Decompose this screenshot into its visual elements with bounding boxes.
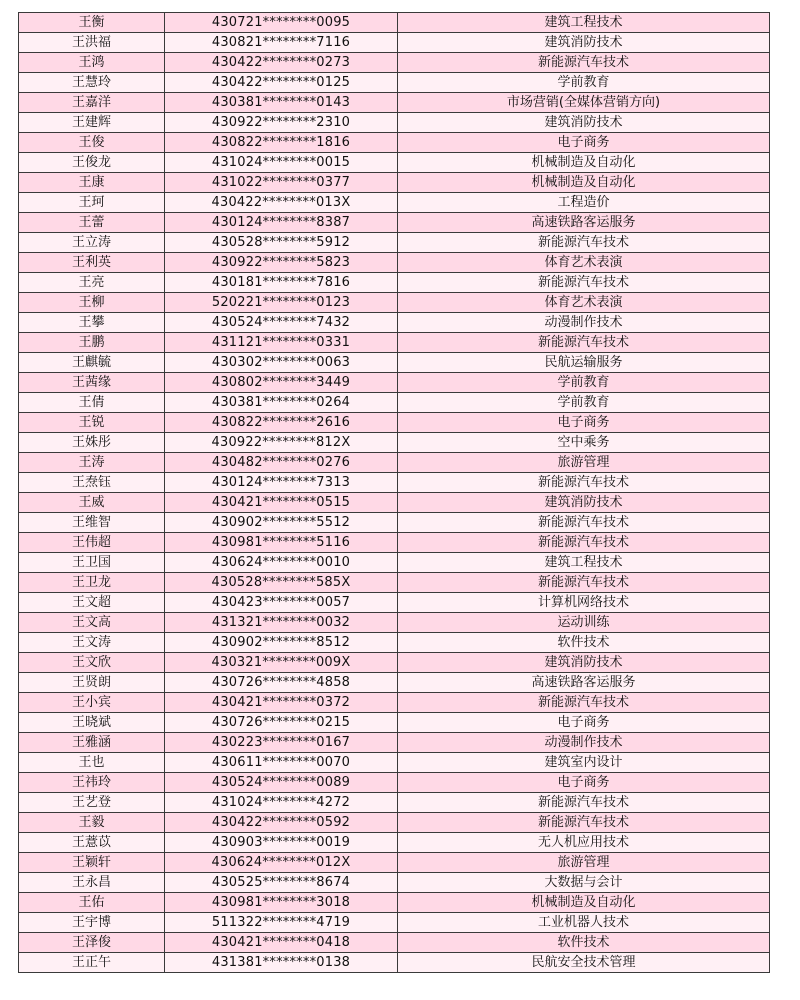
student-name-cell: 王威 xyxy=(19,493,165,513)
table-row xyxy=(19,573,770,593)
student-id-cell: 430611********0070 xyxy=(165,753,398,773)
student-major-cell: 工业机器人技术 xyxy=(398,913,770,933)
table-row xyxy=(19,653,770,673)
student-id-cell: 511322********4719 xyxy=(165,913,398,933)
table-row xyxy=(19,93,770,113)
student-name-cell: 王鹏 xyxy=(19,333,165,353)
student-id-cell: 430421********0418 xyxy=(165,933,398,953)
student-major-cell: 软件技术 xyxy=(398,933,770,953)
student-name-cell: 王嘉洋 xyxy=(19,93,165,113)
student-major-cell: 新能源汽车技术 xyxy=(398,573,770,593)
table-row xyxy=(19,333,770,353)
student-id-cell: 430525********8674 xyxy=(165,873,398,893)
table-row xyxy=(19,273,770,293)
student-major-cell: 动漫制作技术 xyxy=(398,313,770,333)
student-id-cell: 430726********0215 xyxy=(165,713,398,733)
student-id-cell: 430726********4858 xyxy=(165,673,398,693)
student-major-cell: 市场营销(全媒体营销方向) xyxy=(398,93,770,113)
student-id-cell: 430124********8387 xyxy=(165,213,398,233)
student-major-cell: 机械制造及自动化 xyxy=(398,173,770,193)
table-row xyxy=(19,593,770,613)
student-id-cell: 430981********5116 xyxy=(165,533,398,553)
student-major-cell: 学前教育 xyxy=(398,73,770,93)
student-name-cell: 王泽俊 xyxy=(19,933,165,953)
student-id-cell: 430624********012X xyxy=(165,853,398,873)
table-row xyxy=(19,253,770,273)
student-name-cell: 王蕾 xyxy=(19,213,165,233)
student-name-cell: 王涛 xyxy=(19,453,165,473)
student-name-cell: 王佑 xyxy=(19,893,165,913)
student-name-cell: 王利英 xyxy=(19,253,165,273)
student-name-cell: 王小宾 xyxy=(19,693,165,713)
student-major-cell: 学前教育 xyxy=(398,393,770,413)
student-name-cell: 王攀 xyxy=(19,313,165,333)
table-row xyxy=(19,133,770,153)
student-id-cell: 430524********7432 xyxy=(165,313,398,333)
table-row xyxy=(19,633,770,653)
student-id-cell: 430381********0143 xyxy=(165,93,398,113)
student-id-cell: 430181********7816 xyxy=(165,273,398,293)
student-roster-sheet xyxy=(18,12,769,973)
student-major-cell: 新能源汽车技术 xyxy=(398,333,770,353)
student-major-cell: 新能源汽车技术 xyxy=(398,273,770,293)
student-id-cell: 431381********0138 xyxy=(165,953,398,973)
student-major-cell: 新能源汽车技术 xyxy=(398,533,770,553)
student-id-cell: 430421********0372 xyxy=(165,693,398,713)
student-name-cell: 王慧玲 xyxy=(19,73,165,93)
student-id-cell: 431024********4272 xyxy=(165,793,398,813)
student-id-cell: 430422********0125 xyxy=(165,73,398,93)
table-row xyxy=(19,113,770,133)
student-name-cell: 王俊龙 xyxy=(19,153,165,173)
table-row xyxy=(19,733,770,753)
table-row xyxy=(19,453,770,473)
student-name-cell: 王倩 xyxy=(19,393,165,413)
student-id-cell: 430302********0063 xyxy=(165,353,398,373)
table-row xyxy=(19,13,770,33)
student-major-cell: 高速铁路客运服务 xyxy=(398,673,770,693)
student-major-cell: 新能源汽车技术 xyxy=(398,473,770,493)
student-major-cell: 新能源汽车技术 xyxy=(398,693,770,713)
student-id-cell: 430321********009X xyxy=(165,653,398,673)
table-row xyxy=(19,873,770,893)
student-name-cell: 王薏苡 xyxy=(19,833,165,853)
student-name-cell: 王晓斌 xyxy=(19,713,165,733)
student-id-cell: 430902********8512 xyxy=(165,633,398,653)
student-name-cell: 王康 xyxy=(19,173,165,193)
table-row xyxy=(19,513,770,533)
table-row xyxy=(19,413,770,433)
student-name-cell: 王永昌 xyxy=(19,873,165,893)
roster-body xyxy=(19,13,770,973)
student-name-cell: 王雅涵 xyxy=(19,733,165,753)
table-row xyxy=(19,773,770,793)
student-id-cell: 430528********585X xyxy=(165,573,398,593)
student-major-cell: 运动训练 xyxy=(398,613,770,633)
student-name-cell: 王麒毓 xyxy=(19,353,165,373)
student-name-cell: 王立涛 xyxy=(19,233,165,253)
student-major-cell: 机械制造及自动化 xyxy=(398,153,770,173)
student-major-cell: 电子商务 xyxy=(398,413,770,433)
student-major-cell: 电子商务 xyxy=(398,713,770,733)
student-name-cell: 王艺登 xyxy=(19,793,165,813)
student-name-cell: 王亮 xyxy=(19,273,165,293)
table-row xyxy=(19,493,770,513)
student-major-cell: 建筑消防技术 xyxy=(398,653,770,673)
table-row xyxy=(19,213,770,233)
table-row xyxy=(19,433,770,453)
student-id-cell: 431121********0331 xyxy=(165,333,398,353)
student-major-cell: 旅游管理 xyxy=(398,453,770,473)
table-row xyxy=(19,673,770,693)
student-id-cell: 430721********0095 xyxy=(165,13,398,33)
student-name-cell: 王建辉 xyxy=(19,113,165,133)
student-major-cell: 新能源汽车技术 xyxy=(398,813,770,833)
student-name-cell: 王文超 xyxy=(19,593,165,613)
table-row xyxy=(19,293,770,313)
student-major-cell: 建筑消防技术 xyxy=(398,113,770,133)
student-id-cell: 430624********0010 xyxy=(165,553,398,573)
student-name-cell: 王颖轩 xyxy=(19,853,165,873)
student-major-cell: 建筑室内设计 xyxy=(398,753,770,773)
student-major-cell: 体育艺术表演 xyxy=(398,293,770,313)
table-row xyxy=(19,793,770,813)
student-major-cell: 电子商务 xyxy=(398,773,770,793)
student-id-cell: 430223********0167 xyxy=(165,733,398,753)
table-row xyxy=(19,613,770,633)
table-row xyxy=(19,33,770,53)
student-id-cell: 430981********3018 xyxy=(165,893,398,913)
table-row xyxy=(19,193,770,213)
table-row xyxy=(19,953,770,973)
student-major-cell: 民航安全技术管理 xyxy=(398,953,770,973)
student-major-cell: 高速铁路客运服务 xyxy=(398,213,770,233)
table-row xyxy=(19,53,770,73)
table-row xyxy=(19,753,770,773)
student-name-cell: 王贤朗 xyxy=(19,673,165,693)
student-roster-table xyxy=(18,12,770,973)
table-row xyxy=(19,533,770,553)
table-row xyxy=(19,473,770,493)
student-id-cell: 431024********0015 xyxy=(165,153,398,173)
table-row xyxy=(19,393,770,413)
table-row xyxy=(19,813,770,833)
student-name-cell: 王文涛 xyxy=(19,633,165,653)
student-major-cell: 体育艺术表演 xyxy=(398,253,770,273)
student-major-cell: 旅游管理 xyxy=(398,853,770,873)
student-major-cell: 建筑消防技术 xyxy=(398,33,770,53)
student-name-cell: 王正午 xyxy=(19,953,165,973)
student-major-cell: 新能源汽车技术 xyxy=(398,793,770,813)
student-major-cell: 建筑工程技术 xyxy=(398,13,770,33)
table-row xyxy=(19,233,770,253)
table-row xyxy=(19,693,770,713)
student-major-cell: 工程造价 xyxy=(398,193,770,213)
table-row xyxy=(19,353,770,373)
student-id-cell: 430802********3449 xyxy=(165,373,398,393)
student-id-cell: 520221********0123 xyxy=(165,293,398,313)
student-id-cell: 430822********2616 xyxy=(165,413,398,433)
student-major-cell: 无人机应用技术 xyxy=(398,833,770,853)
student-id-cell: 430903********0019 xyxy=(165,833,398,853)
student-name-cell: 王锐 xyxy=(19,413,165,433)
student-name-cell: 王鸿 xyxy=(19,53,165,73)
student-name-cell: 王俊 xyxy=(19,133,165,153)
table-row xyxy=(19,853,770,873)
student-name-cell: 王卫龙 xyxy=(19,573,165,593)
student-name-cell: 王毅 xyxy=(19,813,165,833)
student-id-cell: 430524********0089 xyxy=(165,773,398,793)
table-row xyxy=(19,173,770,193)
student-id-cell: 430423********0057 xyxy=(165,593,398,613)
table-row xyxy=(19,713,770,733)
student-major-cell: 建筑消防技术 xyxy=(398,493,770,513)
student-major-cell: 建筑工程技术 xyxy=(398,553,770,573)
student-major-cell: 软件技术 xyxy=(398,633,770,653)
student-id-cell: 431321********0032 xyxy=(165,613,398,633)
student-id-cell: 430922********812X xyxy=(165,433,398,453)
student-id-cell: 430922********2310 xyxy=(165,113,398,133)
student-name-cell: 王伟超 xyxy=(19,533,165,553)
table-row xyxy=(19,893,770,913)
table-row xyxy=(19,373,770,393)
student-name-cell: 王珂 xyxy=(19,193,165,213)
table-row xyxy=(19,553,770,573)
student-major-cell: 民航运输服务 xyxy=(398,353,770,373)
student-name-cell: 王茜缘 xyxy=(19,373,165,393)
student-major-cell: 新能源汽车技术 xyxy=(398,53,770,73)
student-major-cell: 学前教育 xyxy=(398,373,770,393)
student-name-cell: 王文高 xyxy=(19,613,165,633)
student-major-cell: 电子商务 xyxy=(398,133,770,153)
student-major-cell: 大数据与会计 xyxy=(398,873,770,893)
student-id-cell: 430902********5512 xyxy=(165,513,398,533)
student-major-cell: 新能源汽车技术 xyxy=(398,513,770,533)
table-row xyxy=(19,913,770,933)
student-name-cell: 王姝彤 xyxy=(19,433,165,453)
student-major-cell: 动漫制作技术 xyxy=(398,733,770,753)
table-row xyxy=(19,933,770,953)
student-name-cell: 王衡 xyxy=(19,13,165,33)
student-major-cell: 计算机网络技术 xyxy=(398,593,770,613)
student-id-cell: 430482********0276 xyxy=(165,453,398,473)
student-id-cell: 430422********0273 xyxy=(165,53,398,73)
student-major-cell: 机械制造及自动化 xyxy=(398,893,770,913)
table-row xyxy=(19,73,770,93)
student-id-cell: 430922********5823 xyxy=(165,253,398,273)
student-id-cell: 430381********0264 xyxy=(165,393,398,413)
student-name-cell: 王宇博 xyxy=(19,913,165,933)
student-id-cell: 430421********0515 xyxy=(165,493,398,513)
student-id-cell: 430822********1816 xyxy=(165,133,398,153)
student-name-cell: 王文欣 xyxy=(19,653,165,673)
student-id-cell: 430422********013X xyxy=(165,193,398,213)
student-name-cell: 王洪福 xyxy=(19,33,165,53)
student-major-cell: 新能源汽车技术 xyxy=(398,233,770,253)
table-row xyxy=(19,153,770,173)
student-id-cell: 430528********5912 xyxy=(165,233,398,253)
student-name-cell: 王也 xyxy=(19,753,165,773)
student-name-cell: 王祎玲 xyxy=(19,773,165,793)
student-name-cell: 王焘钰 xyxy=(19,473,165,493)
student-major-cell: 空中乘务 xyxy=(398,433,770,453)
student-name-cell: 王柳 xyxy=(19,293,165,313)
student-id-cell: 431022********0377 xyxy=(165,173,398,193)
table-row xyxy=(19,313,770,333)
student-id-cell: 430422********0592 xyxy=(165,813,398,833)
table-row xyxy=(19,833,770,853)
student-id-cell: 430124********7313 xyxy=(165,473,398,493)
student-id-cell: 430821********7116 xyxy=(165,33,398,53)
student-name-cell: 王卫国 xyxy=(19,553,165,573)
student-name-cell: 王维智 xyxy=(19,513,165,533)
